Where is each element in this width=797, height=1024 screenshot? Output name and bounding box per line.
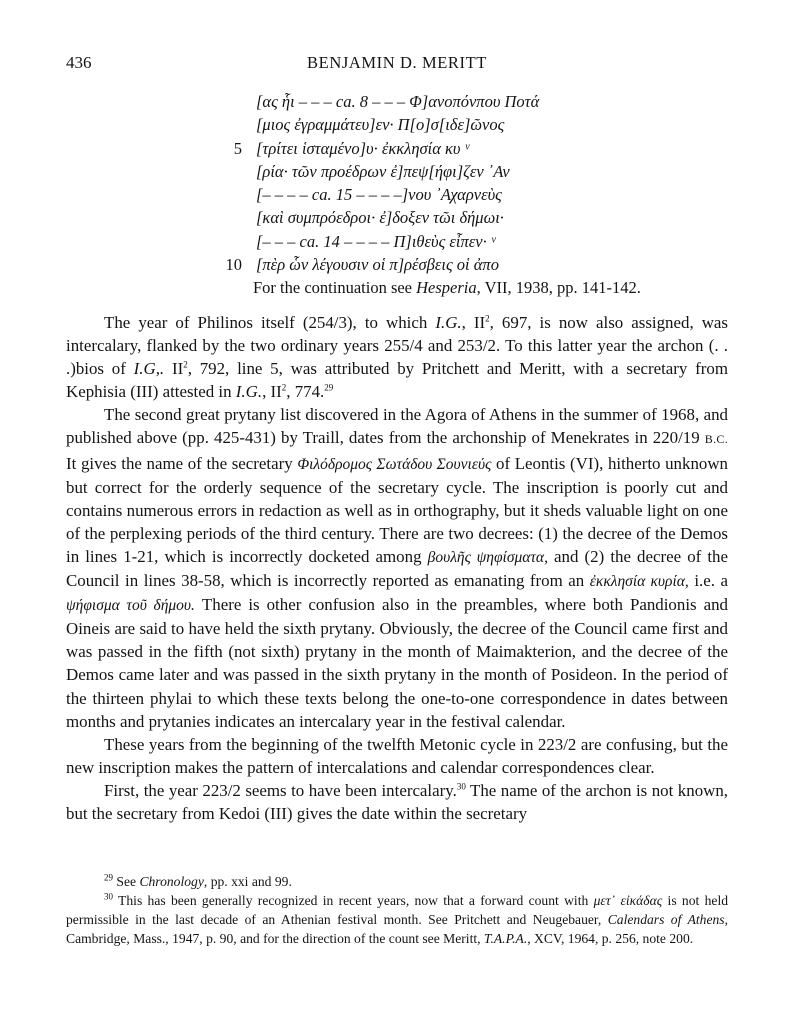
continuation-suffix: , VII, 1938, pp. 141-142.	[476, 278, 641, 297]
text: , pp. xxi and 99.	[203, 874, 292, 889]
inscription-line-text: [ρία· τῶν προέδρων ἐ]πεψ[ήφι]ζεν ᾿Αν	[256, 161, 510, 181]
inscription-text	[218, 92, 738, 278]
text: II	[164, 359, 184, 379]
text: It gives the name of the secretary	[66, 453, 298, 473]
inscription-line	[218, 185, 738, 208]
line-number: 5	[233, 138, 242, 158]
greek-text: ψήφισμα τοῦ δήμου.	[66, 597, 195, 615]
inscription-line	[218, 162, 738, 185]
paragraph-2	[66, 403, 728, 732]
journal-title: Hesperia	[416, 278, 477, 297]
text: , 792, line 5, was attributed by Pritchett and Meritt, with a secretary from Kephisia (III) attested in	[66, 359, 728, 402]
text: There is other confusion also in the preambles, where both Pandionis and Oineis are said to have held the sixth prytany. Obviously, the decree of the Council came first and was passed in the fifth (not sixth) prytany in the month of Maimakterion, and the decree of the Demos came later and was passed in the sixth prytany in the month of Posideon. In the period of the thirteen phylai to which these texts belong the one-to-one correspondence in dates between months and prytanies indicates an intercalary year in the festival calendar.	[66, 595, 728, 731]
citation: I.G,.	[133, 359, 165, 379]
footnotes	[66, 872, 728, 948]
footnote-ref-30[interactable]: 30	[456, 781, 466, 792]
book-title: Chronology	[139, 874, 204, 889]
era-abbrev: B.C.	[704, 432, 728, 447]
text: The second great prytany list discovered in the Agora of Athens in the summer of 1968, and published above (pp. 425-431) by Traill, dates from the archonship of Menekrates in 220/19	[66, 405, 728, 448]
text: is not held permissible in the last decade of an Athenian festival month. See Pritchett and Neugebauer,	[66, 893, 729, 927]
inscription-line-text: [πὲρ ὧν λέγουσιν οἱ π]ρέσβεις οἱ ἀπο	[256, 255, 499, 275]
running-head: BENJAMIN D. MERITT	[307, 53, 487, 72]
inscription-line	[218, 232, 738, 255]
page-header	[66, 53, 728, 77]
paragraph-3: These years from the beginning of the twelfth Metonic cycle in 223/2 are confusing, but the new inscription makes the pattern of intercalations and calendar correspondences clear.	[66, 734, 728, 777]
greek-text: μετ᾿ εἰκάδας	[593, 893, 663, 908]
footnote-ref-29[interactable]: 29	[324, 382, 334, 393]
text: First, the year 223/2 seems to have been intercalary.	[104, 780, 457, 800]
citation: I.G.	[435, 313, 462, 332]
inscription-line	[218, 208, 738, 231]
text: This has been generally recognized in recent years, now that a forward count with	[113, 893, 594, 908]
body-text	[66, 311, 728, 825]
text: The name of the archon is not known, but the secretary from Kedoi (III) gives the date within the secretary	[66, 780, 728, 823]
footnote-number: 30	[104, 891, 113, 902]
inscription-line-text: [τρίτει ἱσταμένο]υ· ἐκκλησία κυ ᵛ	[256, 138, 470, 158]
continuation-note	[253, 278, 641, 298]
text: and (2) the decree of the Council in lines 38-58, which is incorrectly reported as emanating from an	[66, 546, 728, 591]
text: See	[113, 874, 140, 889]
superscript: 2	[281, 382, 287, 393]
page-number: 436	[66, 53, 92, 72]
inscription-line	[218, 255, 738, 278]
inscription-line-text: [– – – ca. 14 – – – – Π]ιθεὺς εἶπεν· ᵛ	[256, 231, 496, 251]
footnote-29	[66, 872, 728, 891]
footnote-number: 29	[104, 872, 113, 883]
superscript: 2	[183, 359, 188, 370]
text: , XCV, 1964, p. 256, note 200.	[527, 931, 694, 946]
inscription-line	[218, 92, 738, 115]
text: , II	[461, 313, 486, 332]
footnote-30	[66, 891, 728, 948]
text: , 774.	[286, 382, 325, 402]
inscription-line-text: [καὶ συμπρόεδροι· ἐ]δοξεν τῶι δήμωι·	[256, 208, 504, 228]
continuation-prefix: For the continuation see	[253, 278, 417, 297]
paragraph-4	[66, 779, 728, 825]
journal-title: T.A.P.A.	[483, 931, 528, 946]
citation: I.G.	[235, 382, 263, 402]
inscription-line	[218, 115, 738, 138]
book-title: Calendars of Athens	[607, 912, 725, 927]
text: , Cambridge, Mass., 1947, p. 90, and for the direction of the count see Meritt,	[66, 912, 728, 946]
inscription-line-text: [μιος ἐγραμμάτευ]εν· Π[ο]σ[ιδε]ῶνος	[256, 115, 505, 135]
text: i.e. a	[688, 571, 728, 591]
greek-text: ἐκκλησία κυρία,	[589, 573, 689, 591]
inscription-line	[218, 139, 738, 162]
text: The year of Philinos itself (254/3), to which	[104, 313, 436, 332]
inscription-line-text: [ας ἧι – – – ca. 8 – – – Φ]ανοπόνπου Ποτά	[256, 92, 540, 111]
superscript: 2	[485, 313, 490, 324]
greek-text: βουλῆς ψηφίσματα,	[427, 548, 548, 566]
greek-text: Φιλόδρομος Σωτάδου Σουνιεύς	[297, 455, 492, 473]
line-number: 10	[225, 255, 242, 275]
text: of Leontis (VI), hitherto unknown but correct for the orderly sequence of the secretary cycle. The inscription is poorly cut and contains numerous errors in redaction as well as in orthography, but it sheds valuable light on one of the perplexing periods of the third century. There are two decrees: (1) the decree of the Demos in lines 1-21, which is incorrectly docketed among	[66, 453, 728, 566]
paragraph-1	[66, 311, 728, 403]
text: , 697, is now also assigned, was intercalary, flanked by the two ordinary years 255/4 and 253/2. To this latter year the archon (. . .)bios of	[66, 313, 728, 379]
text: , II	[262, 382, 282, 402]
inscription-line-text: [– – – – ca. 15 – – – –]νου ᾿Αχαρνεὺς	[256, 185, 502, 205]
